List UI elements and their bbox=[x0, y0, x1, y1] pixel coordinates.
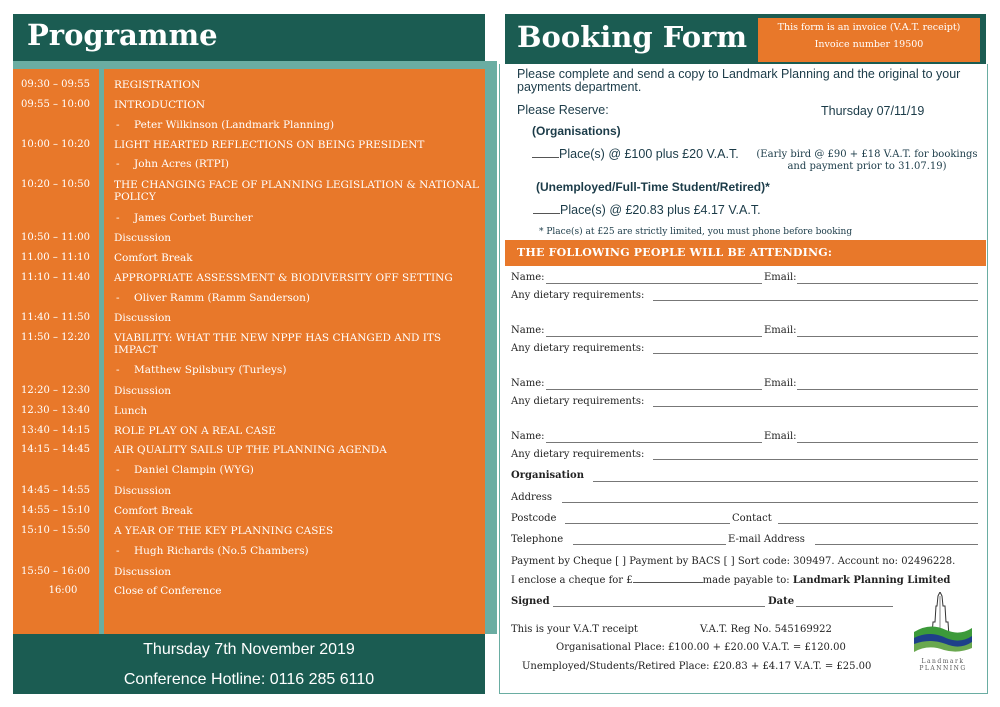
dietary-label: Any dietary requirements: bbox=[511, 290, 645, 301]
org-places-blank[interactable] bbox=[532, 157, 559, 158]
email-field[interactable] bbox=[797, 283, 978, 284]
row-desc: LIGHT HEARTED REFLECTIONS ON BEING PRESIDENT bbox=[114, 139, 425, 151]
dietary-label: Any dietary requirements: bbox=[511, 449, 645, 460]
row-desc: ROLE PLAY ON A REAL CASE bbox=[114, 425, 276, 437]
contact-field[interactable] bbox=[778, 523, 978, 524]
programme-divider bbox=[99, 69, 104, 634]
row-time: 10:20 – 10:50 bbox=[21, 179, 90, 190]
row-time: 11:10 – 11:40 bbox=[21, 272, 90, 283]
email-field[interactable] bbox=[797, 442, 978, 443]
reserve-label: Please Reserve: bbox=[517, 103, 609, 117]
row-desc: APPROPRIATE ASSESSMENT & BIODIVERSITY OFF SETTING bbox=[114, 272, 453, 284]
dietary-label: Any dietary requirements: bbox=[511, 396, 645, 407]
logo-text bbox=[912, 658, 974, 672]
row-desc: Lunch bbox=[114, 405, 148, 417]
speaker-name: John Acres (RTPI) bbox=[134, 158, 229, 170]
row-time: 12.30 – 13:40 bbox=[21, 405, 90, 416]
email-label: Email: bbox=[764, 378, 797, 389]
landmark-tower-logo-icon bbox=[912, 592, 974, 658]
row-desc: Comfort Break bbox=[114, 252, 193, 264]
postcode-field[interactable] bbox=[565, 523, 730, 524]
landmark-planning-logo bbox=[912, 592, 974, 676]
dietary-label: Any dietary requirements: bbox=[511, 343, 645, 354]
row-desc: A YEAR OF THE KEY PLANNING CASES bbox=[114, 525, 334, 537]
email-address-label: E-mail Address bbox=[728, 534, 805, 545]
logo-text-landmark: Landmark bbox=[921, 658, 965, 665]
unemp-places-blank[interactable] bbox=[533, 213, 560, 214]
row-desc: REGISTRATION bbox=[114, 79, 201, 91]
booking-intro: Please complete and send a copy to Landmark Planning and the original to your payments department. bbox=[517, 67, 961, 94]
cheque-line bbox=[511, 575, 950, 587]
row-time: 10:00 – 10:20 bbox=[21, 139, 90, 150]
invoice-text: This form is an invoice (V.A.T. receipt) bbox=[777, 22, 961, 33]
row-time: 12:20 – 12:30 bbox=[21, 385, 90, 396]
organisation-label: Organisation bbox=[511, 470, 584, 481]
dietary-field[interactable] bbox=[653, 300, 978, 301]
attending-bar bbox=[505, 240, 986, 266]
organisations-heading: (Organisations) bbox=[532, 124, 621, 138]
unemployed-price-line bbox=[533, 204, 761, 217]
speaker-name: Peter Wilkinson (Landmark Planning) bbox=[134, 119, 335, 131]
telephone-label: Telephone bbox=[511, 534, 564, 545]
row-time: 11.00 – 11:10 bbox=[21, 252, 90, 263]
invoice-number: Invoice number 19500 bbox=[814, 39, 924, 50]
dietary-field[interactable] bbox=[653, 353, 978, 354]
programme-right-bar bbox=[485, 61, 497, 634]
conference-hotline: Conference Hotline: 0116 285 6110 bbox=[123, 671, 375, 688]
row-desc: INTRODUCTION bbox=[114, 99, 206, 111]
row-time: 10:50 – 11:00 bbox=[21, 232, 90, 243]
row-time: 15:10 – 15:50 bbox=[21, 525, 90, 536]
cheque-amount-field[interactable] bbox=[633, 582, 703, 583]
email-label: Email: bbox=[764, 325, 797, 336]
name-field[interactable] bbox=[546, 389, 762, 390]
row-desc: Discussion bbox=[114, 385, 172, 397]
speaker-name: James Corbet Burcher bbox=[134, 212, 253, 224]
programme-title: Programme bbox=[27, 18, 218, 52]
vat-reg-number: V.A.T. Reg No. 545169922 bbox=[700, 624, 832, 635]
address-field[interactable] bbox=[562, 502, 978, 503]
booking-title: Booking Form bbox=[517, 20, 748, 54]
row-time: 14:45 – 14:55 bbox=[21, 485, 90, 496]
row-time: 16:00 bbox=[48, 585, 78, 596]
email-address-field[interactable] bbox=[815, 544, 978, 545]
row-desc: Comfort Break bbox=[114, 505, 193, 517]
contact-label: Contact bbox=[732, 513, 772, 524]
row-desc: THE CHANGING FACE OF PLANNING LEGISLATION & NATIONAL POLICY bbox=[114, 179, 479, 203]
name-label: Name: bbox=[511, 378, 545, 389]
unemployed-place-price: Unemployed/Students/Retired Place: £20.83 + £4.17 V.A.T. = £25.00 bbox=[522, 661, 872, 672]
organisations-price-line bbox=[532, 148, 739, 161]
row-time: 14:15 – 14:45 bbox=[21, 444, 90, 455]
name-label: Name: bbox=[511, 325, 545, 336]
row-time: 09:55 – 10:00 bbox=[21, 99, 90, 110]
speaker-name: Matthew Spilsbury (Turleys) bbox=[134, 364, 287, 376]
row-time: 11:40 – 11:50 bbox=[21, 312, 90, 323]
name-label: Name: bbox=[511, 272, 545, 283]
row-desc: Discussion bbox=[114, 485, 172, 497]
organisational-place-price: Organisational Place: £100.00 + £20.00 V.A.T. = £120.00 bbox=[556, 642, 846, 653]
speaker-name: Hugh Richards (No.5 Chambers) bbox=[134, 545, 309, 557]
organisations-price: Place(s) @ £100 plus £20 V.A.T. bbox=[559, 147, 739, 161]
postcode-label: Postcode bbox=[511, 513, 557, 524]
dietary-field[interactable] bbox=[653, 406, 978, 407]
row-time: 11:50 – 12:20 bbox=[21, 332, 90, 343]
cheque-payee: Landmark Planning Limited bbox=[792, 575, 951, 586]
dietary-field[interactable] bbox=[653, 459, 978, 460]
programme-header bbox=[13, 14, 485, 61]
row-desc: Discussion bbox=[114, 232, 172, 244]
email-label: Email: bbox=[764, 272, 797, 283]
email-field[interactable] bbox=[797, 389, 978, 390]
row-desc: AIR QUALITY SAILS UP THE PLANNING AGENDA bbox=[114, 444, 387, 456]
email-label: Email: bbox=[764, 431, 797, 442]
row-desc: Close of Conference bbox=[114, 585, 222, 597]
row-desc: Discussion bbox=[114, 312, 172, 324]
programme-strip bbox=[13, 61, 497, 69]
name-field[interactable] bbox=[546, 442, 762, 443]
name-field[interactable] bbox=[546, 336, 762, 337]
payment-line: Payment by Cheque [ ] Payment by BACS [ ] Sort code: 309497. Account no: 02496228. bbox=[511, 556, 956, 567]
row-desc: Discussion bbox=[114, 566, 172, 578]
attending-heading: THE FOLLOWING PEOPLE WILL BE ATTENDING: bbox=[517, 246, 833, 259]
row-time: 15:50 – 16:00 bbox=[21, 566, 90, 577]
telephone-field[interactable] bbox=[573, 544, 726, 545]
row-time: 13:40 – 14:15 bbox=[21, 425, 90, 436]
conference-date: Thursday 7th November 2019 bbox=[143, 641, 355, 658]
row-time: 14:55 – 15:10 bbox=[21, 505, 90, 516]
signed-label: Signed bbox=[511, 596, 550, 607]
row-desc: VIABILITY: WHAT THE NEW NPPF HAS CHANGED AND ITS IMPACT bbox=[114, 332, 442, 356]
limited-places-note: * Place(s) at £25 are strictly limited, you must phone before booking bbox=[539, 227, 853, 237]
date-field[interactable] bbox=[796, 606, 893, 607]
reserve-date: Thursday 07/11/19 bbox=[821, 104, 925, 118]
cheque-mid: made payable to: bbox=[702, 575, 790, 586]
address-label: Address bbox=[511, 492, 552, 503]
row-time: 09:30 – 09:55 bbox=[21, 79, 90, 90]
early-bird-note: (Early bird @ £90 + £18 V.A.T. for bookings and payment prior to 31.07.19) bbox=[756, 149, 978, 172]
invoice-box bbox=[758, 18, 980, 62]
speaker-name: Daniel Clampin (WYG) bbox=[134, 464, 254, 476]
cheque-prefix: I enclose a cheque for £ bbox=[511, 575, 633, 586]
name-field[interactable] bbox=[546, 283, 762, 284]
vat-receipt-label: This is your V.A.T receipt bbox=[511, 624, 638, 635]
signature-field[interactable] bbox=[553, 606, 765, 607]
date-label: Date bbox=[768, 596, 795, 607]
logo-text-planning: PLANNING bbox=[919, 665, 967, 672]
email-field[interactable] bbox=[797, 336, 978, 337]
unemployed-price: Place(s) @ £20.83 plus £4.17 V.A.T. bbox=[560, 203, 761, 217]
unemployed-heading: (Unemployed/Full-Time Student/Retired)* bbox=[536, 180, 770, 194]
organisation-field[interactable] bbox=[593, 481, 978, 482]
name-label: Name: bbox=[511, 431, 545, 442]
programme-footer bbox=[13, 634, 485, 694]
speaker-name: Oliver Ramm (Ramm Sanderson) bbox=[134, 292, 310, 304]
